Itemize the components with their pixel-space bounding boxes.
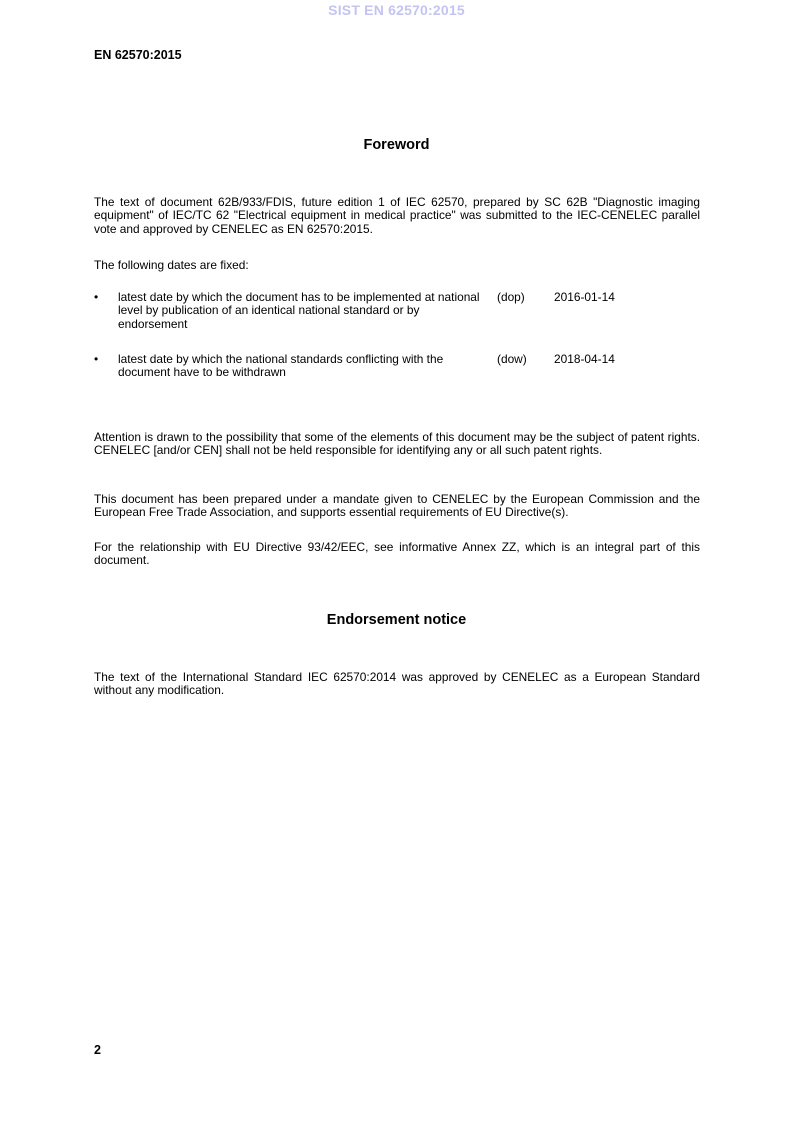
date-item-text: latest date by which the national standards conflicting with the document have to be withdrawn xyxy=(118,352,444,380)
patent-rights-paragraph: Attention is drawn to the possibility that some of the elements of this document may be the subject of patent rights. CENELEC [and/or CEN] shall not be held responsible for identifying any or all such patent rights. xyxy=(94,430,700,458)
page-number: 2 xyxy=(94,1043,101,1057)
date-item-value: 2018-04-14 xyxy=(554,352,615,366)
bullet-icon: • xyxy=(94,352,99,366)
foreword-heading: Foreword xyxy=(363,137,430,153)
bullet-icon: • xyxy=(94,290,99,304)
watermark: SIST EN 62570:2015 xyxy=(328,2,465,18)
dates-intro-paragraph: The following dates are fixed: xyxy=(94,258,249,272)
endorsement-heading: Endorsement notice xyxy=(326,612,467,628)
endorsement-paragraph: The text of the International Standard IEC 62570:2014 was approved by CENELEC as a European Standard without any modification. xyxy=(94,670,700,698)
foreword-intro-paragraph: The text of document 62B/933/FDIS, future edition 1 of IEC 62570, prepared by SC 62B "Diagnostic imaging equipment" of IEC/TC 62 "Electrical equipment in medical practice" was submitted to the IEC-CENELEC parallel vote and approved by CENELEC as EN 62570:2015. xyxy=(94,195,700,236)
mandate-paragraph: This document has been prepared under a mandate given to CENELEC by the European Commission and the European Free Trade Association, and supports essential requirements of EU Directive(s). xyxy=(94,492,700,520)
document-id: EN 62570:2015 xyxy=(94,48,182,62)
directive-relationship-paragraph: For the relationship with EU Directive 93/42/EEC, see informative Annex ZZ, which is an integral part of this document. xyxy=(94,540,700,568)
date-item-code: (dow) xyxy=(497,352,527,366)
date-item-value: 2016-01-14 xyxy=(554,290,615,304)
date-item-code: (dop) xyxy=(497,290,525,304)
date-item-text: latest date by which the document has to be implemented at national level by publication of an identical national standard or by endorsement xyxy=(118,290,480,331)
